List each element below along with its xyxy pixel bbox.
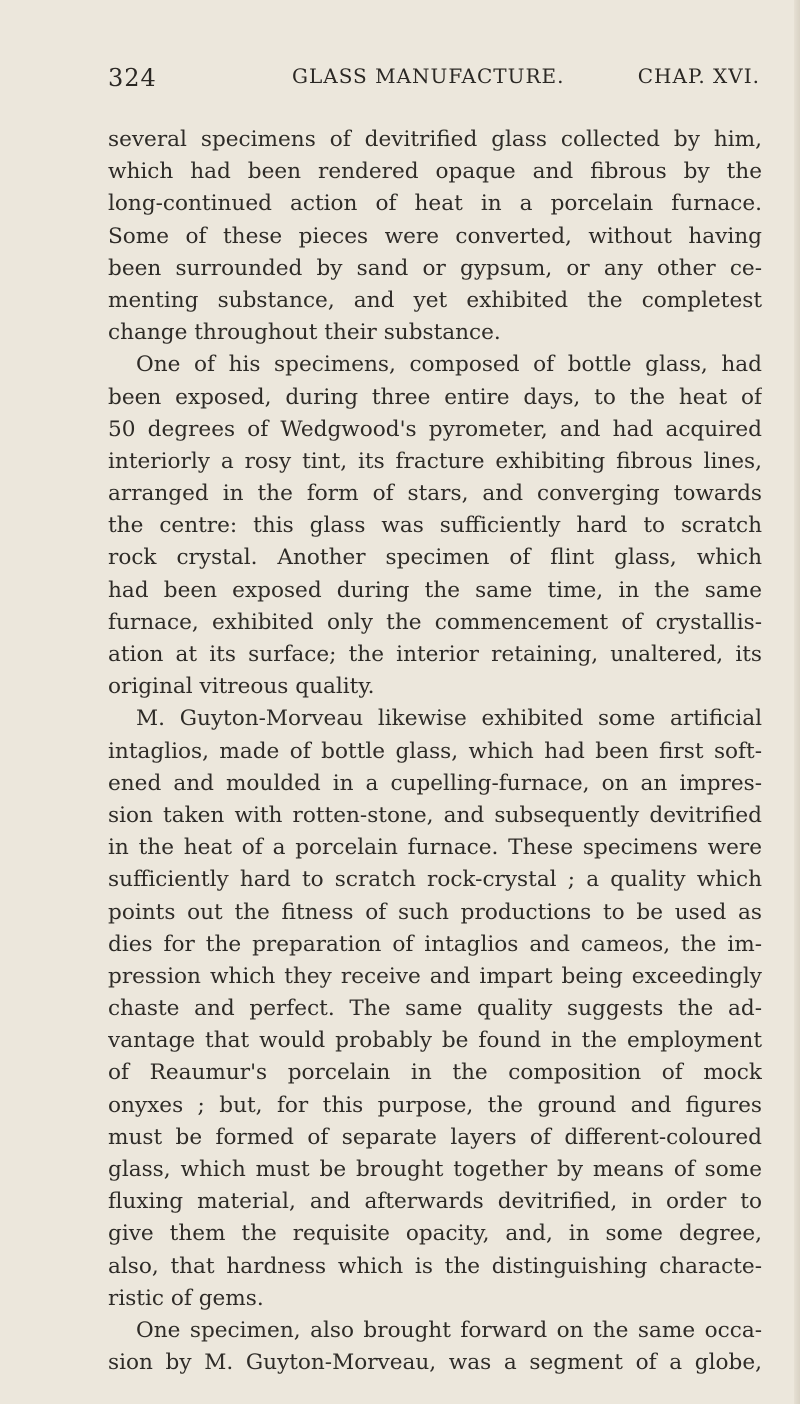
text-line: fluxing material, and afterwards devitrified, in order to bbox=[108, 1189, 762, 1215]
paragraph-start: One of his specimens, composed of bottle glass, had bbox=[136, 352, 762, 378]
paragraph-start: M. Guyton-Morveau likewise exhibited some artificial bbox=[136, 706, 762, 732]
text-line: several specimens of devitrified glass collected by him, bbox=[108, 127, 762, 152]
page-number: 324 bbox=[108, 64, 157, 92]
text-line: sufficiently hard to scratch rock-crystal ; a quality which bbox=[108, 867, 762, 893]
body-text bbox=[108, 124, 762, 1379]
text-line: rock crystal. Another specimen of flint glass, which bbox=[108, 545, 762, 571]
paragraph-start: One specimen, also brought forward on the same occa- bbox=[136, 1317, 762, 1343]
text-line: glass, which must be brought together by means of some bbox=[108, 1157, 762, 1182]
text-line: the centre: this glass was sufficiently hard to scratch bbox=[108, 513, 762, 539]
text-line: onyxes ; but, for this purpose, the ground and figures bbox=[108, 1092, 762, 1118]
text-line: points out the fitness of such productions to be used as bbox=[108, 899, 762, 925]
text-line: ristic of gems. bbox=[108, 1285, 264, 1311]
text-line: also, that hardness which is the distinguishing characte- bbox=[108, 1253, 762, 1279]
text-line: Some of these pieces were converted, without having bbox=[108, 223, 762, 249]
page-edge-shadow bbox=[794, 0, 800, 1404]
text-line: been exposed, during three entire days, to the heat of bbox=[108, 384, 762, 410]
text-line: ened and moulded in a cupelling-furnace, on an impres- bbox=[108, 770, 762, 796]
text-line: interiorly a rosy tint, its fracture exhibiting fibrous lines, bbox=[108, 448, 762, 474]
text-line: long-continued action of heat in a porcelain furnace. bbox=[108, 191, 762, 217]
text-line: intaglios, made of bottle glass, which had been first soft- bbox=[108, 738, 762, 764]
text-line: 50 degrees of Wedgwood's pyrometer, and had acquired bbox=[108, 416, 762, 442]
running-head bbox=[108, 64, 760, 104]
text-line: original vitreous quality. bbox=[108, 674, 375, 700]
text-line: give them the requisite opacity, and, in some degree, bbox=[108, 1221, 762, 1247]
text-line: menting substance, and yet exhibited the completest bbox=[108, 287, 762, 313]
text-line: change throughout their substance. bbox=[108, 320, 501, 346]
text-line: ation at its surface; the interior retaining, unaltered, its bbox=[108, 642, 762, 667]
text-line: which had been rendered opaque and fibrous by the bbox=[108, 159, 762, 185]
text-line: of Reaumur's porcelain in the composition of mock bbox=[108, 1060, 762, 1086]
text-line: dies for the preparation of intaglios and cameos, the im- bbox=[108, 931, 762, 957]
text-line: sion taken with rotten-stone, and subsequently devitrified bbox=[108, 802, 762, 828]
text-line: in the heat of a porcelain furnace. These specimens were bbox=[108, 835, 762, 861]
text-line: pression which they receive and impart being exceedingly bbox=[108, 963, 762, 989]
text-line: had been exposed during the same time, in the same bbox=[108, 577, 762, 603]
text-line: sion by M. Guyton-Morveau, was a segment of a globe, bbox=[108, 1350, 762, 1376]
text-line: vantage that would probably be found in the employment bbox=[108, 1028, 762, 1054]
text-line: arranged in the form of stars, and converging towards bbox=[108, 481, 762, 507]
text-line: furnace, exhibited only the commencement of crystallis- bbox=[108, 609, 762, 635]
text-line: must be formed of separate layers of different-coloured bbox=[108, 1124, 762, 1150]
chapter-label: CHAP. XVI. bbox=[637, 64, 760, 88]
running-title: GLASS MANUFACTURE. bbox=[292, 64, 565, 88]
text-line: chaste and perfect. The same quality suggests the ad- bbox=[108, 996, 762, 1022]
text-line: been surrounded by sand or gypsum, or any other ce- bbox=[108, 255, 762, 281]
